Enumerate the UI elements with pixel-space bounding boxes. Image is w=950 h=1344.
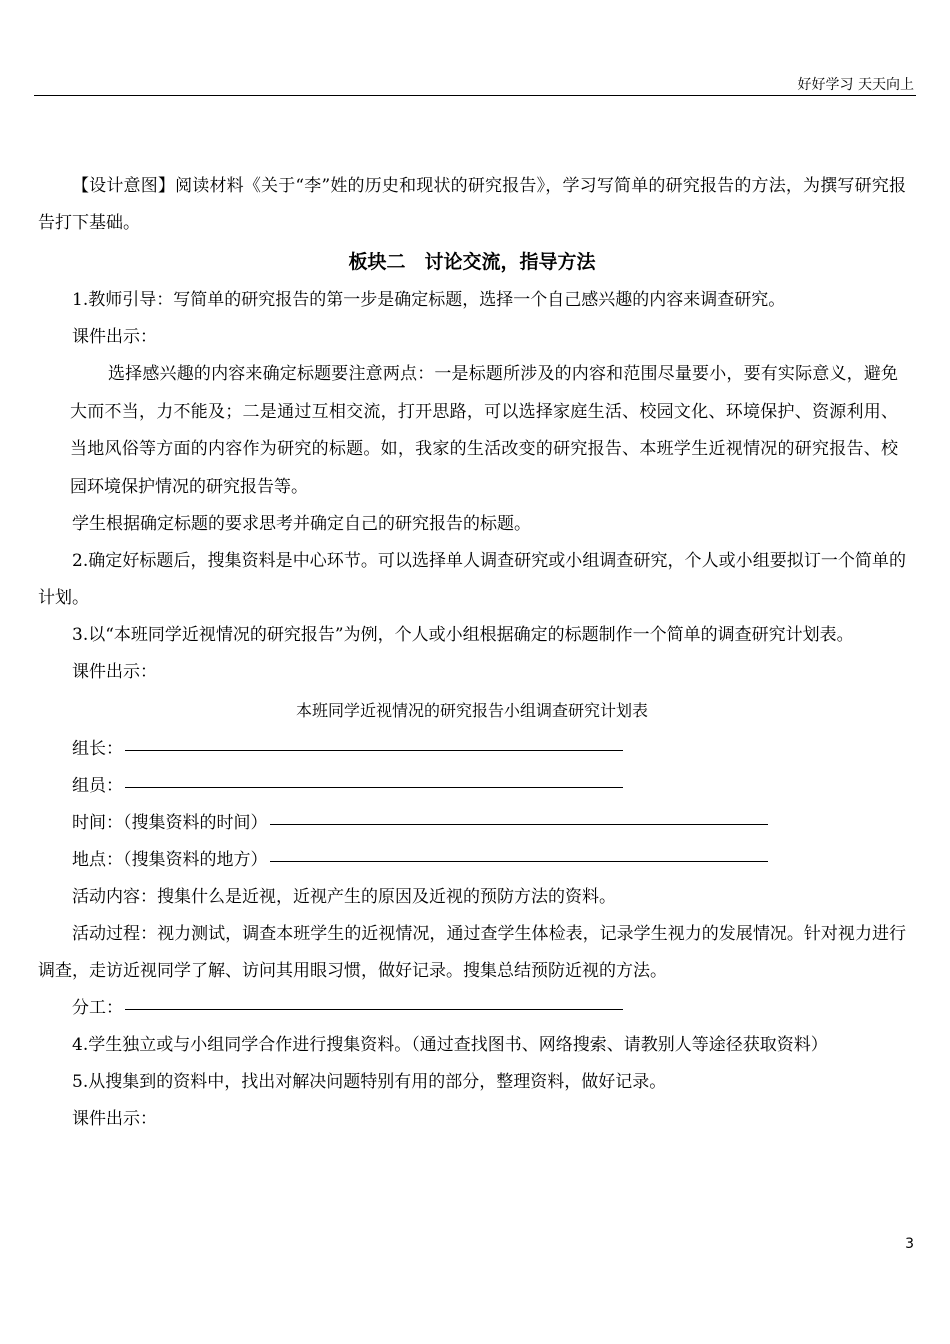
- division-label: 分工：: [72, 998, 123, 1018]
- courseware-label: 课件出示：: [72, 1109, 157, 1129]
- step-4-paragraph: 4.学生独立或与小组同学合作进行搜集资料。（通过查找图书、网络搜索、请教别人等途径获取资料）: [72, 1035, 828, 1055]
- place-blank-line[interactable]: [270, 860, 768, 862]
- time-label: 时间：（搜集资料的时间）: [72, 813, 268, 833]
- plan-table-title: 本班同学近视情况的研究报告小组调查研究计划表: [295, 701, 648, 720]
- members-label: 组员：: [72, 776, 123, 796]
- student-title-paragraph: 学生根据确定标题的要求思考并确定自己的研究报告的标题。: [72, 514, 531, 534]
- design-intent-paragraph: 【设计意图】阅读材料《关于“李”姓的历史和现状的研究报告》，学习写简单的研究报告的方法，为撰写研究报告打下基础。: [38, 176, 906, 233]
- courseware-quote: 选择感兴趣的内容来确定标题要注意两点：一是标题所涉及的内容和范围尽量要小，要有实际意义，避免大而不当，力不能及；二是通过互相交流，打开思路，可以选择家庭生活、校园文化、环境保护、资源利用、当地风俗等方面的内容作为研究的标题。如，我家的生活改变的研究报告、本班学生近视情况的研究报告、校园环境保护情况的研究报告等。: [70, 364, 898, 497]
- place-label: 地点：（搜集资料的地方）: [72, 850, 268, 870]
- courseware-label: 课件出示：: [72, 662, 157, 682]
- step-3-paragraph: 3.以“本班同学近视情况的研究报告”为例，个人或小组根据确定的标题制作一个简单的调查研究计划表。: [72, 625, 854, 645]
- step-2-paragraph: 2.确定好标题后，搜集资料是中心环节。可以选择单人调查研究或小组调查研究，个人或小组要拟订一个简单的计划。: [38, 551, 906, 608]
- leader-label: 组长：: [72, 739, 123, 759]
- division-blank-line[interactable]: [125, 1008, 623, 1010]
- activity-content: 活动内容：搜集什么是近视，近视产生的原因及近视的预防方法的资料。: [72, 887, 616, 907]
- plan-table: [38, 691, 906, 1027]
- page-number: 3: [905, 1236, 914, 1252]
- time-field: [38, 805, 906, 842]
- place-field: [38, 842, 906, 879]
- activity-process: 活动过程：视力测试，调查本班学生的近视情况，通过查学生体检表，记录学生视力的发展情况。针对视力进行调查，走访近视同学了解、访问其用眼习惯，做好记录。搜集总结预防近视的方法。: [38, 924, 906, 981]
- division-field: [38, 990, 906, 1027]
- members-blank-line[interactable]: [125, 786, 623, 788]
- courseware-label: 课件出示：: [72, 327, 157, 347]
- time-blank-line[interactable]: [270, 823, 768, 825]
- section-heading: 板块二 讨论交流，指导方法: [348, 251, 596, 273]
- header-rule: [34, 95, 916, 96]
- step-1-paragraph: 1.教师引导：写简单的研究报告的第一步是确定标题，选择一个自己感兴趣的内容来调查研究。: [72, 290, 786, 310]
- leader-field: [38, 731, 906, 768]
- step-5-paragraph: 5.从搜集到的资料中，找出对解决问题特别有用的部分，整理资料，做好记录。: [72, 1072, 667, 1092]
- members-field: [38, 768, 906, 805]
- header-slogan: 好好学习 天天向上: [797, 77, 914, 93]
- document-body: [38, 168, 906, 1138]
- leader-blank-line[interactable]: [125, 749, 623, 751]
